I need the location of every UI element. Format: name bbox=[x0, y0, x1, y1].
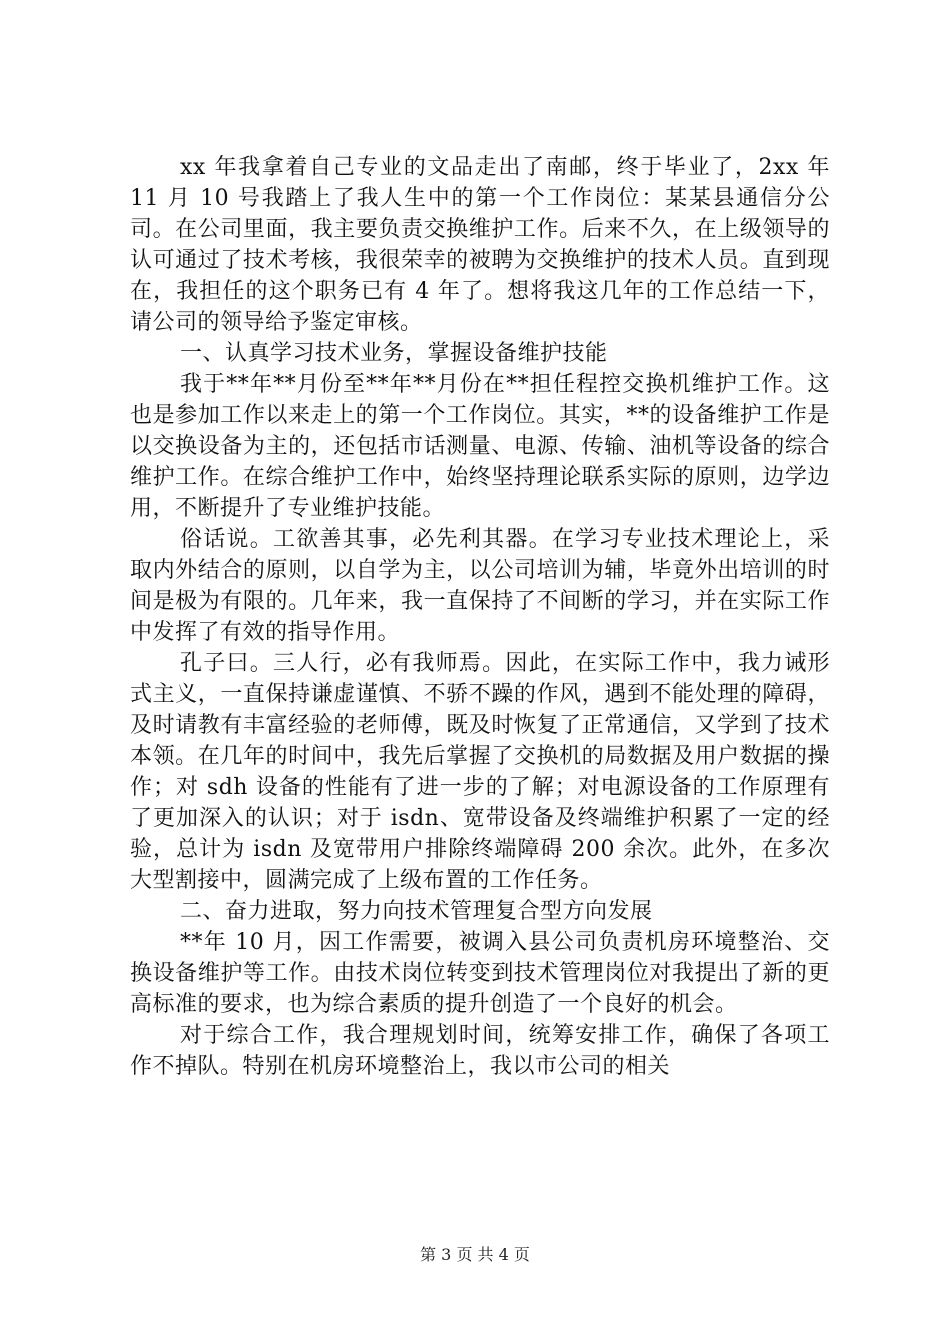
section-heading-1: 一、认真学习技术业务，掌握设备维护技能 bbox=[180, 341, 608, 366]
paragraph-transfer: **年 10 月，因工作需要，被调入县公司负责机房环境整治、交换设备维护等工作。由技术岗位转变到技术管理岗位对我提出了新的更高标准的要求，也为综合素质的提升创造了一个良好的机会。 bbox=[130, 930, 830, 1017]
page-number-footer: 第 3 页 共 4 页 bbox=[420, 1245, 530, 1264]
paragraph-maintenance: 我于**年**月份至**年**月份在**担任程控交换机维护工作。这也是参加工作以来走上的第一个工作岗位。其实，**的设备维护工作是以交换设备为主的，还包括市话测量、电源、传输、油机等设备的综合维护工作。在综合维护工作中，始终坚持理论联系实际的原则，边学边用，不断提升了专业维护技能。 bbox=[130, 372, 830, 521]
paragraph-comprehensive: 对于综合工作，我合理规划时间，统筹安排工作，确保了各项工作不掉队。特别在机房环境整治上，我以市公司的相关 bbox=[130, 1023, 830, 1079]
paragraph-learning: 俗话说。工欲善其事，必先利其器。在学习专业技术理论上，采取内外结合的原则，以自学为主，以公司培训为辅，毕竟外出培训的时间是极为有限的。几年来，我一直保持了不间断的学习，并在实际工作中发挥了有效的指导作用。 bbox=[130, 527, 830, 645]
paragraph-intro: xx 年我拿着自己专业的文品走出了南邮，终于毕业了，2xx 年 11 月 10 号我踏上了我人生中的第一个工作岗位：某某县通信分公司。在公司里面，我主要负责交换维护工作。后来不久，在上级领导的认可通过了技术考核，我很荣幸的被聘为交换维护的技术人员。直到现在，我担任的这个职务已有 4 年了。想将我这几年的工作总结一下，请公司的领导给予鉴定审核。 bbox=[130, 155, 830, 335]
document-body bbox=[130, 152, 830, 1082]
paragraph-practice: 孔子曰。三人行，必有我师焉。因此，在实际工作中，我力诫形式主义，一直保持谦虚谨慎、不骄不躁的作风，遇到不能处理的障碍，及时请教有丰富经验的老师傅，既及时恢复了正常通信，又学到了技术本领。在几年的时间中，我先后掌握了交换机的局数据及用户数据的操作；对 sdh 设备的性能有了进一步的了解；对电源设备的工作原理有了更加深入的认识；对于 isdn、宽带设备及终端维护积累了一定的经验，总计为 isdn 及宽带用户排除终端障碍 200 余次。此外，在多次大型割接中，圆满完成了上级布置的工作任务。 bbox=[130, 651, 830, 893]
section-heading-2: 二、奋力进取，努力向技术管理复合型方向发展 bbox=[180, 899, 653, 924]
